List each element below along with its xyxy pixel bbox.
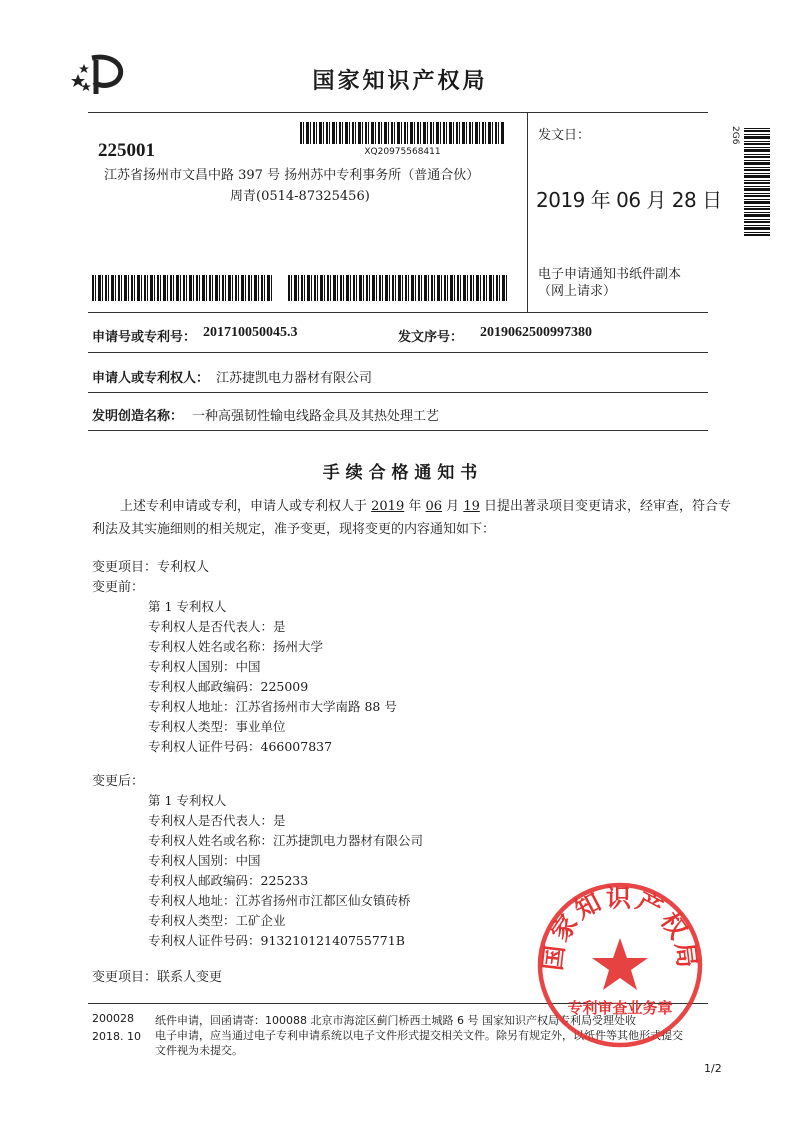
after-line: 第 1 专利权人 — [148, 793, 227, 808]
address-barcode-right — [288, 275, 508, 301]
side-code: 2G6 — [730, 126, 740, 145]
official-seal-icon — [535, 880, 705, 1050]
recipient-address: 江苏省扬州市文昌中路 397 号 扬州苏中专利事务所（普通合伙） — [104, 168, 480, 183]
after-line: 专利权人类型：工矿企业 — [148, 913, 286, 928]
change-item-patentee: 变更项目：专利权人 — [92, 560, 210, 575]
footer-line-1: 纸件申请，回函请寄：100088 北京市海淀区蓟门桥西土城路 6 号 国家知识产权局专利局受理处收 — [155, 1014, 636, 1027]
year-separator: 年 — [404, 499, 426, 514]
intro-text-a: 上述专利申请或专利，申请人或专利权人于 — [120, 499, 372, 514]
application-number-label: 申请号或专利号： — [92, 330, 197, 345]
page-number: 1/2 — [704, 1062, 722, 1075]
invention-label: 发明创造名称： — [92, 409, 184, 424]
footer-line-3: 文件视为未提交。 — [155, 1044, 243, 1057]
before-line: 专利权人证件号码：466007837 — [148, 739, 333, 754]
notice-intro-line2: 利法及其实施细则的相关规定，准予变更，现将变更的内容通知如下： — [92, 522, 496, 537]
issue-date: 2019 年 06 月 28 日 — [536, 188, 722, 212]
invention-title: 一种高强韧性输电线路金具及其热处理工艺 — [192, 409, 440, 424]
seal-ring-text: 国家知识产权局 — [537, 883, 703, 973]
before-line: 专利权人地址：江苏省扬州市大学南路 88 号 — [148, 699, 397, 714]
copy-note: 电子申请通知书纸件副本（网上请求） — [538, 267, 682, 299]
before-line: 专利权人邮政编码：225009 — [148, 679, 309, 694]
address-barcode-left — [92, 275, 274, 301]
month-separator: 月 — [442, 499, 464, 514]
before-line: 专利权人姓名或名称：扬州大学 — [148, 639, 324, 654]
before-line: 专利权人国别：中国 — [148, 659, 261, 674]
before-line: 第 1 专利权人 — [148, 599, 227, 614]
serial-number-label: 发文序号： — [398, 330, 464, 345]
request-month: 06 — [425, 499, 443, 514]
after-line: 专利权人证件号码：91321012140755771B — [148, 933, 405, 948]
notice-title: 手 续 合 格 通 知 书 — [322, 463, 478, 483]
barcode-number: XQ20975568411 — [364, 147, 441, 157]
after-line: 专利权人国别：中国 — [148, 853, 261, 868]
notice-intro-line1 — [120, 495, 731, 514]
footer-line-2: 电子申请，应当通过电子专利申请系统以电子文件形式提交相关文件。除另有规定外，以纸件等其他形式提交 — [155, 1029, 683, 1042]
serial-number: 2019062500997380 — [480, 325, 592, 340]
applicant-name: 江苏捷凯电力器材有限公司 — [216, 371, 373, 386]
after-line: 专利权人邮政编码：225233 — [148, 873, 309, 888]
before-label: 变更前： — [92, 580, 145, 595]
recipient-person: 周青(0514-87325456) — [230, 189, 370, 204]
side-barcode — [744, 126, 770, 236]
form-code: 200028 — [92, 1012, 134, 1025]
form-date: 2018. 10 — [92, 1030, 141, 1043]
after-label: 变更后： — [92, 774, 145, 789]
meta-rule-2 — [88, 392, 708, 393]
after-line: 专利权人是否代表人：是 — [148, 813, 286, 828]
change-item-contact: 变更项目：联系人变更 — [92, 970, 223, 985]
seal-subtext: 专利审查业务章 — [567, 999, 673, 1017]
header-top-rule — [88, 112, 708, 113]
before-line: 专利权人是否代表人：是 — [148, 619, 286, 634]
request-day: 19 — [463, 499, 480, 514]
recipient-postcode: 225001 — [98, 140, 155, 161]
before-line: 专利权人类型：事业单位 — [148, 719, 286, 734]
intro-text-b: 日提出著录项目变更请求，经审查，符合专 — [479, 499, 731, 514]
request-year: 2019 — [371, 499, 405, 514]
header-divider — [527, 112, 528, 312]
meta-rule-1 — [88, 352, 708, 353]
issue-date-label: 发文日： — [538, 128, 591, 143]
after-line: 专利权人姓名或名称：江苏捷凯电力器材有限公司 — [148, 833, 424, 848]
header-bottom-rule — [88, 312, 708, 313]
meta-rule-3 — [88, 430, 708, 431]
application-number: 201710050045.3 — [203, 325, 298, 340]
applicant-label: 申请人或专利权人： — [92, 371, 210, 386]
tracking-barcode — [300, 122, 505, 144]
after-line: 专利权人地址：江苏省扬州市江都区仙女镇砖桥 — [148, 893, 411, 908]
office-title: 国家知识产权局 — [312, 69, 488, 94]
